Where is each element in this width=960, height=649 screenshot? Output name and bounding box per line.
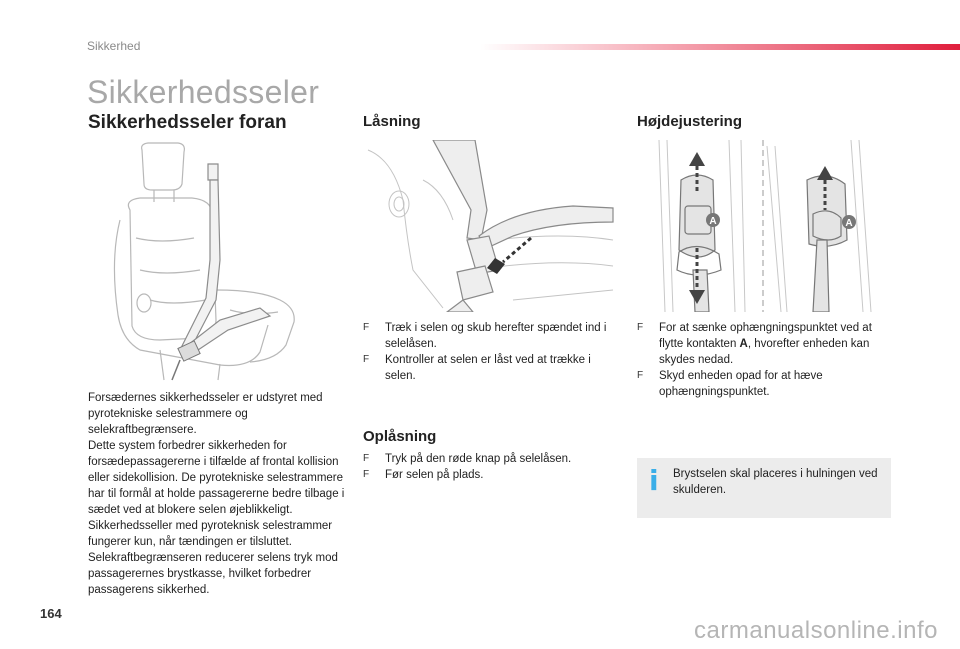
front-paragraph: Dette system forbedrer sikkerheden for forsædepassagererne i tilfælde af frontal kollision eller sidekollision. De pyrotekniske selestrammere har til formål at holde passagererne bedre tilbage i sædet ved at blokere selen øjeblikkeligt.	[88, 440, 345, 516]
page-number: 164	[40, 606, 62, 621]
section-label: Sikkerhed	[87, 39, 141, 53]
unlocking-step-text: Før selen på plads.	[385, 469, 484, 481]
bullet-icon: F	[637, 370, 644, 381]
bullet-icon: F	[363, 469, 370, 480]
front-paragraph: Forsædernes sikkerhedsseler er udstyret med pyrotekniske selestrammere og selekraftbegrænsere.	[88, 392, 323, 436]
page-title: Sikkerhedsseler	[87, 74, 320, 110]
height-adjustment-illustration	[637, 140, 891, 312]
locking-heading: Låsning	[363, 113, 421, 130]
locking-steps	[363, 320, 617, 384]
front-paragraph: Selekraftbegrænseren reducerer selens tryk mod passagerernes brystkasse, hvilket forbedrer passagerens sikkerhed.	[88, 552, 338, 596]
unlocking-steps	[363, 451, 617, 483]
info-box	[637, 458, 891, 518]
label-a-right: A	[845, 218, 853, 229]
list-item	[363, 320, 617, 352]
list-item	[363, 451, 617, 467]
height-adjust-heading: Højdejustering	[637, 113, 743, 130]
list-item	[637, 368, 891, 400]
list-item	[637, 320, 891, 368]
locking-step-text: Træk i selen og skub herefter spændet ind i selelåsen.	[385, 322, 607, 350]
bullet-icon: F	[363, 453, 370, 464]
watermark: carmanualsonline.info	[694, 617, 938, 644]
list-item	[363, 467, 617, 483]
front-belts-heading: Sikkerhedsseler foran	[88, 112, 287, 133]
front-seat-illustration	[100, 140, 350, 385]
label-a-left: A	[709, 216, 717, 227]
front-paragraph: Sikkerhedsseller med pyroteknisk selestrammer fungerer kun, når tændingen er tilsluttet.	[88, 520, 333, 548]
bullet-icon: F	[363, 354, 370, 365]
info-text: Brystselen skal placeres i hulningen ved skulderen.	[673, 468, 878, 496]
bullet-icon: F	[363, 322, 370, 333]
front-belts-body	[88, 390, 348, 598]
info-icon: i	[649, 464, 659, 497]
locking-step-text: Kontroller at selen er låst ved at trække i selen.	[385, 354, 591, 382]
height-step-text: Skyd enheden opad for at hæve ophængningspunktet.	[659, 370, 823, 398]
bullet-icon: F	[637, 322, 644, 333]
unlocking-step-text: Tryk på den røde knap på selelåsen.	[385, 453, 572, 465]
height-step-text: For at sænke ophængningspunktet ved at flytte kontakten A, hvorefter enheden kan skydes nedad.	[659, 322, 872, 366]
list-item	[363, 352, 617, 384]
unlocking-heading: Oplåsning	[363, 428, 437, 445]
header-accent-bar	[480, 44, 960, 50]
height-adjust-steps	[637, 320, 891, 400]
buckle-locking-illustration	[363, 140, 617, 312]
